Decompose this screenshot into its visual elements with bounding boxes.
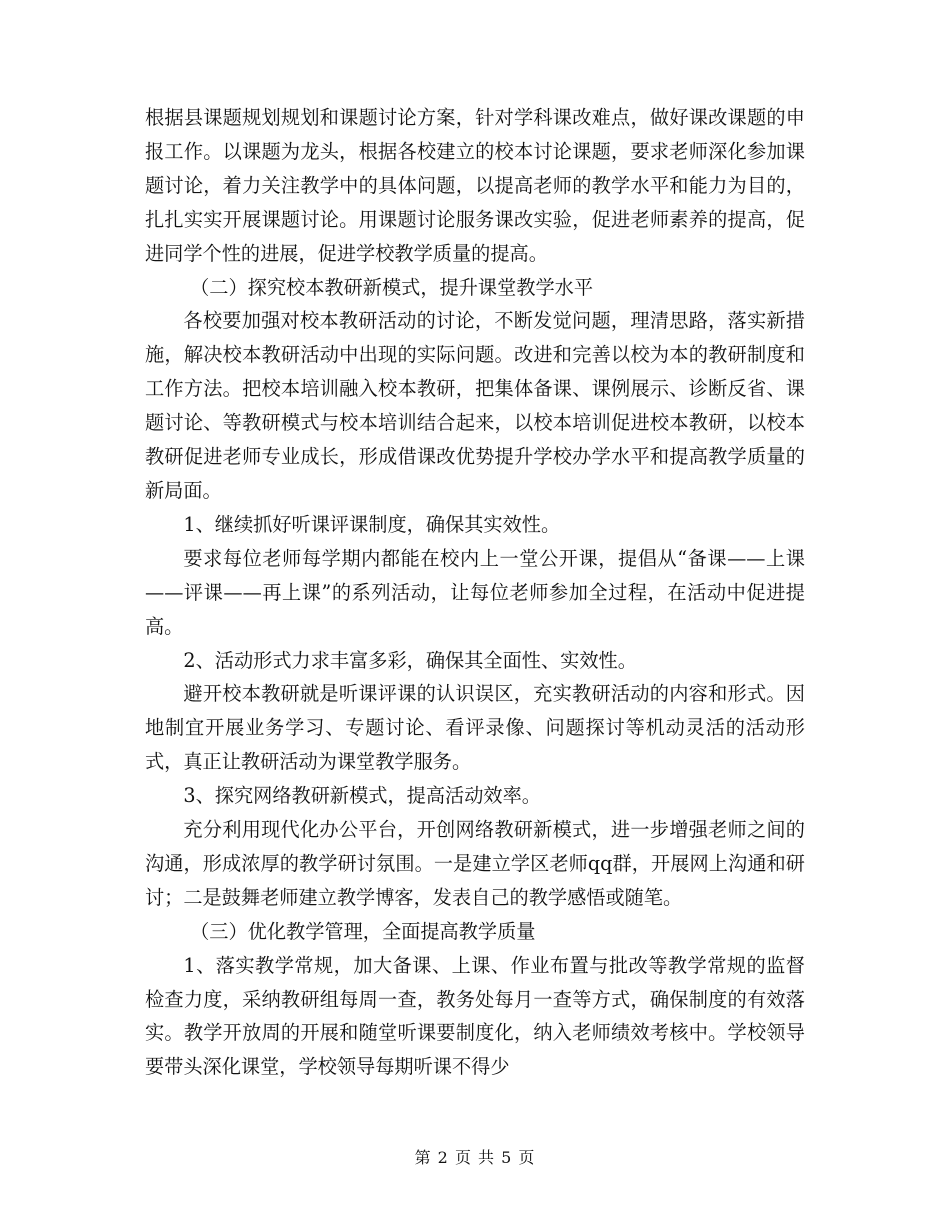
page-number-footer: 第 2 页 共 5 页 bbox=[414, 1148, 536, 1167]
subheading-lesson-evaluation: 1、继续抓好听课评课制度，确保其实效性。 bbox=[183, 512, 561, 536]
subheading-online-research: 3、探究网络教研新模式，提高活动效率。 bbox=[183, 784, 541, 808]
subheading-activity-forms: 2、活动形式力求丰富多彩，确保其全面性、实效性。 bbox=[183, 648, 637, 672]
heading-section-three: （三）优化教学管理，全面提高教学质量 bbox=[190, 919, 536, 943]
heading-section-two: （二）探究校本教研新模式，提升课堂教学水平 bbox=[190, 275, 594, 299]
paragraph-research-topics: 根据县课题规划规划和课题讨论方案，针对学科课改难点，做好课改课题的申报工作。以课题为龙头，根据各校建立的校本讨论课题，要求老师深化参加课题讨论，着力关注教学中的具体问题，以提高老师的教学水平和能力为目的，扎扎实实开展课题讨论。用课题讨论服务课改实验，促进老师素养的提高，促进同学个性的进展，促进学校教学质量的提高。 bbox=[145, 106, 805, 265]
paragraph-online-platform: 充分利用现代化办公平台，开创网络教研新模式，进一步增强老师之间的沟通，形成浓厚的教学研讨氛围。一是建立学区老师qq群，开展网上沟通和研讨；二是鼓舞老师建立教学博客，发表自己的教学感悟或随笔。 bbox=[145, 818, 805, 909]
document-body bbox=[145, 101, 805, 1084]
paragraph-open-lessons: 要求每位老师每学期内都能在校内上一堂公开课，提倡从“备课——上课——评课——再上课”的系列活动，让每位老师参加全过程，在活动中促进提高。 bbox=[145, 546, 805, 638]
paragraph-teaching-routine: 1、落实教学常规，加大备课、上课、作业布置与批改等教学常规的监督检查力度，采纳教研组每周一查，教务处每月一查等方式，确保制度的有效落实。教学开放周的开展和随堂听课要制度化，纳入老师绩效考核中。学校领导要带头深化课堂，学校领导每期听课不得少 bbox=[145, 953, 805, 1079]
paragraph-activity-content: 避开校本教研就是听课评课的认识误区，充实教研活动的内容和形式。因地制宜开展业务学习、专题讨论、看评录像、问题探讨等机动灵活的活动形式，真正让教研活动为课堂教学服务。 bbox=[145, 682, 805, 774]
paragraph-school-research: 各校要加强对校本教研活动的讨论，不断发觉问题，理清思路，落实新措施，解决校本教研活动中出现的实际问题。改进和完善以校为本的教研制度和工作方法。把校本培训融入校本教研，把集体备课、课例展示、诊断反省、课题讨论、等教研模式与校本培训结合起来，以校本培训促进校本教研，以校本教研促进老师专业成长，形成借课改优势提升学校办学水平和提高教学质量的新局面。 bbox=[145, 309, 805, 502]
